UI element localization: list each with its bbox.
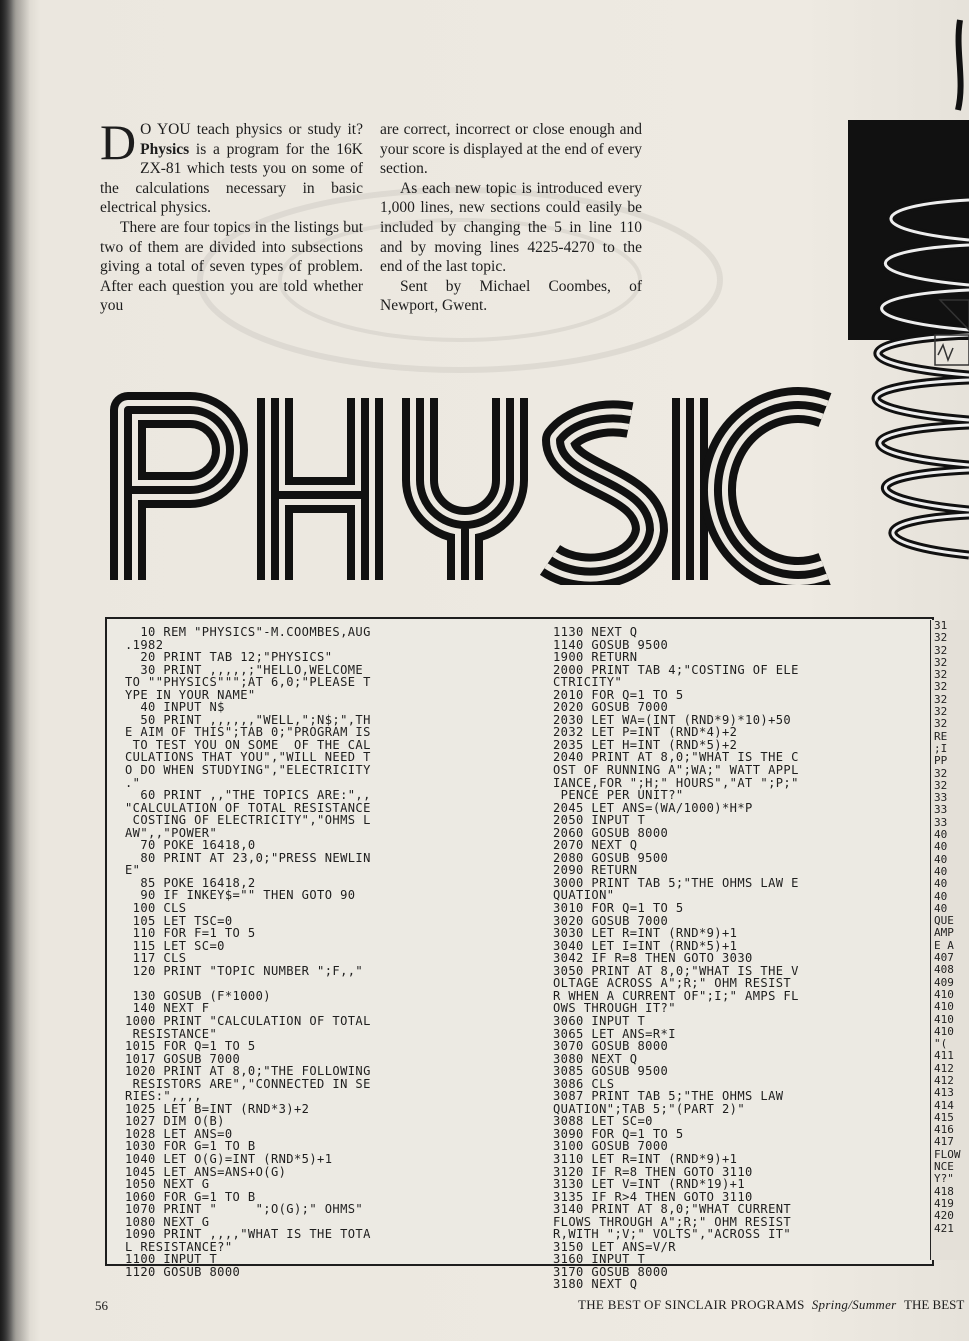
code-line: 2030 LET WA=(INT (RND*9)*10)+50: [553, 713, 792, 727]
code-line: 2040 PRINT AT 8,0;"WHAT IS THE C: [553, 751, 799, 765]
magazine-title: THE BEST OF SINCLAIR PROGRAMS: [578, 1297, 805, 1312]
code-line: 110 FOR F=1 TO 5: [125, 927, 256, 940]
intro-column-1: [100, 114, 363, 316]
code-line: 140 NEXT F: [125, 1002, 210, 1015]
code-line: 115 LET SC=0: [125, 939, 225, 953]
code-line: YPE IN YOUR NAME": [125, 688, 256, 702]
code-line: .": [125, 776, 141, 790]
binding-shadow: [0, 0, 30, 1341]
code-line: 105 LET TSC=0: [125, 914, 233, 928]
code-line-fragment: 419: [934, 1196, 954, 1210]
code-line: 1020 PRINT AT 8,0;"THE FOLLOWING: [125, 1065, 371, 1078]
code-line: 120 PRINT "TOPIC NUMBER ";F,,": [125, 964, 364, 978]
code-line: 2050 INPUT T: [553, 814, 646, 827]
page-number: 56: [95, 1298, 108, 1313]
code-line-fragment: 31: [934, 620, 948, 632]
code-line: 3010 FOR Q=1 TO 5: [553, 902, 684, 915]
code-line: TO TEST YOU ON SOME OF THE CAL: [125, 738, 371, 752]
intro-paragraph-2: There are four topics in the listings but two of them are divided into subsections giving a total of seven types of problem. After each question you are told whether you: [100, 218, 363, 315]
code-line: 1070 PRINT " ";O(G);" OHMS": [125, 1203, 364, 1216]
physics-title-logo: [90, 370, 850, 585]
code-line: "CALCULATION OF TOTAL RESISTANCE: [125, 801, 371, 815]
code-line: 2010 FOR Q=1 TO 5: [553, 688, 684, 702]
code-line: 3170 GOSUB 8000: [553, 1265, 669, 1279]
code-line: OST OF RUNNING A";WA;" WATT APPL: [553, 764, 799, 777]
code-line-fragment: 408: [934, 963, 954, 977]
code-line-fragment: ;I: [934, 741, 948, 755]
code-line: 3180 NEXT Q: [553, 1278, 638, 1291]
code-line-fragment: 40: [934, 864, 948, 878]
code-line: RESISTORS ARE","CONNECTED IN SE: [125, 1077, 371, 1091]
code-line: 1045 LET ANS=ANS+O(G): [125, 1165, 287, 1179]
code-line: 1017 GOSUB 7000: [125, 1052, 241, 1066]
code-line: 3086 CLS: [553, 1077, 615, 1091]
code-line: QUATION";TAB 5;"(PART 2)": [553, 1102, 746, 1116]
code-line: .1982: [125, 638, 164, 652]
code-line-fragment: 410: [934, 987, 954, 1001]
code-line: 90 IF INKEY$="" THEN GOTO 90: [125, 889, 356, 903]
intro-paragraph-1: [100, 114, 363, 218]
code-line: E": [125, 864, 141, 877]
code-line: 3065 LET ANS=R*I: [553, 1027, 676, 1041]
code-line: IANCE,FOR ";H;" HOURS","AT ";P;": [553, 776, 799, 790]
code-line-fragment: Y?": [934, 1172, 954, 1186]
code-line-fragment: 40: [934, 840, 948, 854]
code-line: 2090 RETURN: [553, 864, 638, 877]
code-line: 2060 GOSUB 8000: [553, 826, 669, 840]
running-head: [578, 1297, 897, 1313]
code-line-fragment: 416: [934, 1123, 954, 1137]
code-line-fragment: 414: [934, 1098, 954, 1112]
intro-paragraph-4: As each new topic is introduced every 1,000 lines, new sections could easily be included by changing the 5 in line 110 and by moving lines 4225-4270 to the end of the last topic.: [380, 179, 642, 276]
code-line-fragment: 413: [934, 1086, 954, 1100]
code-line-fragment: 32: [934, 705, 948, 719]
intro-text: is a program for the 16K ZX-81 which tests you on some of the calculations necessary in basic electrical physics.: [100, 140, 363, 217]
code-line-fragment: 32: [934, 680, 948, 694]
code-line: FLOWS THROUGH A";R;" OHM RESIST: [553, 1215, 792, 1229]
code-line: 3070 GOSUB 8000: [553, 1040, 669, 1053]
code-line: O DO WHEN STUDYING","ELECTRICITY: [125, 764, 371, 777]
code-line: 50 PRINT ,,,,,,"WELL,";N$;",TH: [125, 713, 371, 727]
facing-page-running-head: THE BEST: [904, 1297, 965, 1312]
code-line-fragment: 409: [934, 975, 954, 989]
code-line: CTRICITY": [553, 676, 623, 689]
code-line: 1030 FOR G=1 TO B: [125, 1140, 256, 1153]
code-line-fragment: 407: [934, 951, 954, 965]
code-line: 3135 IF R>4 THEN GOTO 3110: [553, 1190, 753, 1204]
code-line: 2045 LET ANS=(WA/1000)*H*P: [553, 801, 753, 815]
code-line-fragment: 40: [934, 852, 948, 866]
code-line: RESISTANCE": [125, 1027, 218, 1041]
code-line-fragment: 33: [934, 803, 948, 817]
code-line: CULATIONS THAT YOU","WILL NEED T: [125, 751, 371, 765]
code-line: 3150 LET ANS=V/R: [553, 1240, 676, 1254]
code-line: 3140 PRINT AT 8,0;"WHAT CURRENT: [553, 1203, 792, 1216]
code-line: 1027 DIM O(B): [125, 1115, 225, 1128]
code-line: 2032 LET P=INT (RND*4)+2: [553, 726, 738, 739]
code-line-fragment: 410: [934, 1012, 954, 1026]
code-line: 10 REM "PHYSICS"-M.COOMBES,AUG: [125, 626, 371, 639]
code-line: 3120 IF R=8 THEN GOTO 3110: [553, 1165, 753, 1179]
code-line: 85 POKE 16418,2: [125, 876, 256, 890]
code-line: 3110 LET R=INT (RND*9)+1: [553, 1152, 738, 1166]
code-line: 40 INPUT N$: [125, 701, 225, 714]
program-name: Physics: [140, 140, 190, 158]
code-line-fragment: 411: [934, 1049, 954, 1063]
code-line: 3160 INPUT T: [553, 1253, 646, 1266]
code-line: RIES:",,,,: [125, 1090, 202, 1103]
code-line: 3042 IF R=8 THEN GOTO 3030: [553, 952, 753, 965]
code-line-fragment: 417: [934, 1135, 954, 1149]
code-line: 2035 LET H=INT (RND*5)+2: [553, 738, 738, 752]
code-line: 3020 GOSUB 7000: [553, 914, 669, 928]
code-line: 1000 PRINT "CALCULATION OF TOTAL: [125, 1014, 371, 1028]
code-line: 60 PRINT ,,"THE TOPICS ARE:",,: [125, 789, 371, 802]
code-line: [125, 977, 545, 990]
code-line: 2080 GOSUB 9500: [553, 851, 669, 865]
code-line: 1900 RETURN: [553, 651, 638, 664]
code-line-fragment: RE: [934, 729, 948, 743]
code-line-fragment: E A: [934, 938, 954, 952]
code-line-fragment: 32: [934, 778, 948, 792]
code-line-fragment: 32: [934, 692, 948, 706]
code-line: R,WITH ";V;" VOLTS","ACROSS IT": [553, 1228, 792, 1241]
code-line: 20 PRINT TAB 12;"PHYSICS": [125, 651, 333, 664]
code-line-fragment: QUE: [934, 914, 954, 928]
intro-paragraph-3: are correct, incorrect or close enough and your score is displayed at the end of every section.: [380, 121, 642, 178]
facing-page-listing: [930, 620, 969, 1260]
code-line-fragment: 40: [934, 901, 948, 915]
coil-illustration: [830, 0, 969, 620]
code-line-fragment: 32: [934, 655, 948, 669]
code-line-fragment: 412: [934, 1061, 954, 1075]
code-line: 3060 INPUT T: [553, 1014, 646, 1028]
code-line-fragment: 32: [934, 643, 948, 657]
code-line: 117 CLS: [125, 952, 187, 965]
code-line: 30 PRINT ,,,,,;"HELLO,WELCOME: [125, 663, 364, 677]
code-line: 1025 LET B=INT (RND*3)+2: [125, 1102, 310, 1116]
code-line: 2000 PRINT TAB 4;"COSTING OF ELE: [553, 663, 799, 677]
code-line-fragment: 420: [934, 1209, 954, 1223]
intro-text: O YOU teach physics or study it?: [140, 121, 363, 138]
code-line: 3000 PRINT TAB 5;"THE OHMS LAW E: [553, 876, 799, 890]
code-line: 3050 PRINT AT 8,0;"WHAT IS THE V: [553, 964, 799, 978]
code-line: 3080 NEXT Q: [553, 1052, 638, 1066]
code-line: 70 POKE 16418,0: [125, 839, 256, 852]
code-line: 130 GOSUB (F*1000): [125, 989, 271, 1003]
intro-column-2: [380, 120, 642, 316]
code-line: 3100 GOSUB 7000: [553, 1140, 669, 1153]
code-line-fragment: PP: [934, 754, 948, 768]
code-line: 3130 LET V=INT (RND*19)+1: [553, 1178, 746, 1191]
code-line: 1100 INPUT T: [125, 1253, 218, 1266]
code-line: 3090 FOR Q=1 TO 5: [553, 1127, 684, 1141]
code-line: PENCE PER UNIT?": [553, 789, 684, 802]
code-line: 1040 LET O(G)=INT (RND*5)+1: [125, 1152, 333, 1166]
code-line: R WHEN A CURRENT OF";I;" AMPS FL: [553, 989, 799, 1003]
code-line-fragment: NCE: [934, 1160, 954, 1174]
code-line-fragment: 32: [934, 766, 948, 780]
code-line-fragment: 418: [934, 1184, 954, 1198]
code-line: 1090 PRINT ,,,,"WHAT IS THE TOTA: [125, 1228, 371, 1241]
code-line-fragment: FLOW: [934, 1147, 961, 1161]
listing-column-right: [553, 626, 929, 1291]
code-line-fragment: 33: [934, 791, 948, 805]
code-line: 1050 NEXT G: [125, 1178, 210, 1191]
code-line: 1140 GOSUB 9500: [553, 638, 669, 652]
code-line-fragment: 40: [934, 828, 948, 842]
code-line: 80 PRINT AT 23,0;"PRESS NEWLIN: [125, 851, 371, 865]
code-line-fragment: 32: [934, 631, 948, 645]
program-listing: [105, 617, 934, 1291]
issue-name: Spring/Summer: [811, 1297, 897, 1312]
code-line: 1015 FOR Q=1 TO 5: [125, 1040, 256, 1053]
code-line: 3030 LET R=INT (RND*9)+1: [553, 927, 738, 940]
code-line: 3088 LET SC=0: [553, 1115, 653, 1128]
code-line-fragment: 33: [934, 815, 948, 829]
code-line: 1060 FOR G=1 TO B: [125, 1190, 256, 1204]
code-line-fragment: 421: [934, 1221, 954, 1235]
code-line: 3040 LET I=INT (RND*5)+1: [553, 939, 738, 953]
code-line: QUATION": [553, 889, 615, 903]
code-line-fragment: 32: [934, 668, 948, 682]
code-line: TO ""PHYSICS""";AT 6,0;"PLEASE T: [125, 676, 371, 689]
code-line: L RESISTANCE?": [125, 1240, 233, 1254]
code-line: 3085 GOSUB 9500: [553, 1065, 669, 1078]
code-line: 100 CLS: [125, 902, 187, 915]
code-line: 1028 LET ANS=0: [125, 1127, 233, 1141]
listing-column-left: [125, 626, 545, 1278]
code-line-fragment: 40: [934, 877, 948, 891]
code-line-fragment: "(: [934, 1037, 948, 1051]
code-line: 2020 GOSUB 7000: [553, 701, 669, 714]
code-line: E AIM OF THIS";TAB 0;"PROGRAM IS: [125, 726, 371, 739]
code-line: 1080 NEXT G: [125, 1215, 210, 1229]
code-line: OWS THROUGH IT?": [553, 1002, 676, 1015]
code-line: COSTING OF ELECTRICITY","OHMS L: [125, 814, 371, 827]
code-line-fragment: 415: [934, 1110, 954, 1124]
code-line: 1120 GOSUB 8000: [125, 1265, 241, 1279]
code-line-fragment: 412: [934, 1073, 954, 1087]
code-line: AW",,"POWER": [125, 826, 218, 840]
drop-cap: D: [100, 114, 137, 170]
code-line: 2070 NEXT Q: [553, 839, 638, 852]
code-line-fragment: 40: [934, 889, 948, 903]
code-line: 1130 NEXT Q: [553, 626, 638, 639]
code-line-fragment: 410: [934, 1000, 954, 1014]
code-line-fragment: AMP: [934, 926, 954, 940]
byline: Sent by Michael Coombes, of Newport, Gwent.: [380, 277, 642, 315]
code-line: 3087 PRINT TAB 5;"THE OHMS LAW: [553, 1090, 784, 1103]
code-line: OLTAGE ACROSS A";R;" OHM RESIST: [553, 977, 792, 990]
code-line-fragment: 410: [934, 1024, 954, 1038]
code-line-fragment: 32: [934, 717, 948, 731]
